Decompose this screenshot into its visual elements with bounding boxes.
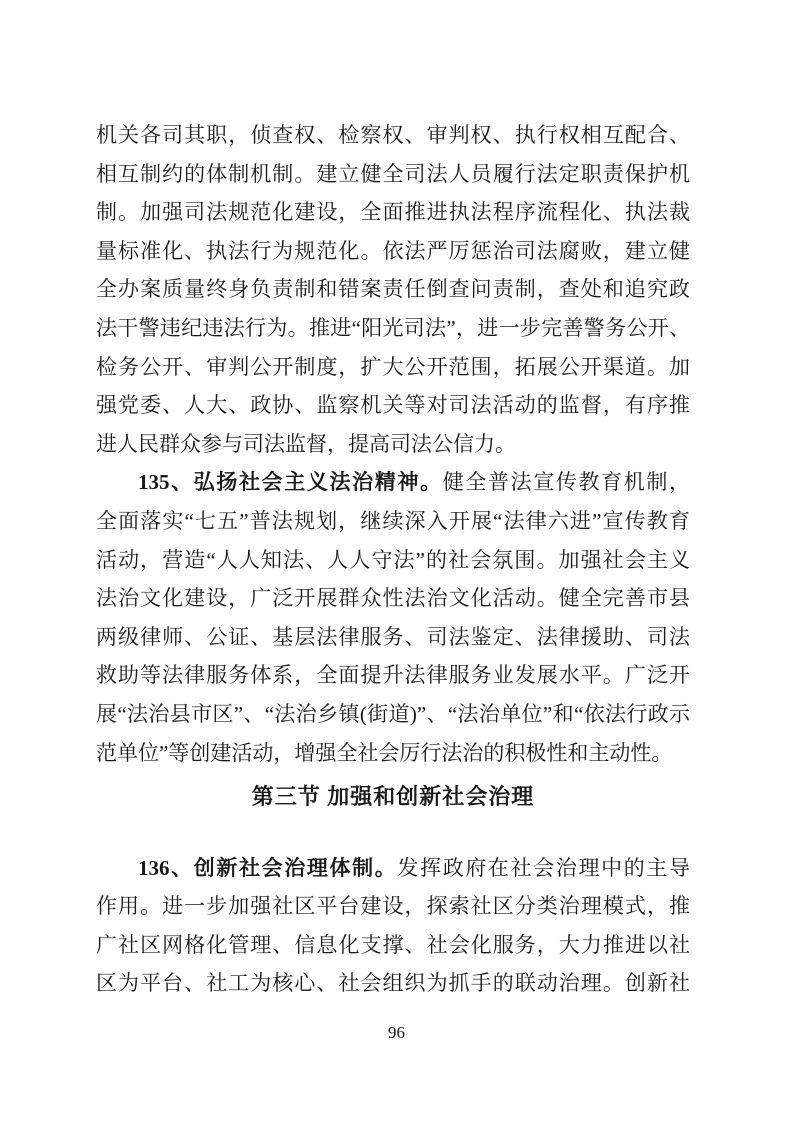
- text-line: [96, 849, 690, 888]
- text-line: 量标准化、执法行为规范化。依法严厉惩治司法腐败，建立健: [96, 238, 690, 263]
- text-line: 进人民群众参与司法监督，提高司法公信力。: [96, 431, 516, 456]
- text-line: 机关各司其职，侦查权、检察权、审判权、执行权相互配合、: [96, 123, 690, 147]
- text-line: 法干警违纪违法行为。推进“阳光司法”，进一步完善警务公开、: [96, 315, 690, 340]
- text-line: 救助等法律服务体系，全面提升法律服务业发展水平。广泛开: [96, 663, 690, 688]
- text-line: 区为平台、社工为核心、社会组织为抓手的联动治理。创新社: [96, 971, 690, 996]
- text-line: 检务公开、审判公开制度，扩大公开范围，拓展公开渠道。加: [96, 354, 690, 379]
- text-line: 展“法治县市区”、“法治乡镇(街道)”、“法治单位”和“依法行政示: [96, 701, 690, 726]
- text-line: 法治文化建设，广泛开展群众性法治文化活动。健全完善市县: [96, 586, 690, 611]
- text-line: [96, 463, 690, 502]
- text-line: 范单位”等创建活动，增强全社会厉行法治的积极性和主动性。: [96, 740, 673, 765]
- text-run: 健全普法宣传教育机制，: [442, 470, 691, 495]
- text-line: 广社区网格化管理、信息化支撑、社会化服务，大力推进以社: [96, 932, 690, 957]
- text-line: 强党委、人大、政协、监察机关等对司法活动的监督，有序推: [96, 393, 690, 418]
- text-line: 制。加强司法规范化建设，全面推进执法程序流程化、执法裁: [96, 200, 690, 225]
- page-body: [96, 116, 690, 1003]
- text-line: 相互制约的体制机制。建立健全司法人员履行法定职责保护机: [96, 161, 690, 186]
- section-heading: 第三节 加强和创新社会治理: [251, 784, 535, 810]
- item-136-title: 136、创新社会治理体制。: [138, 855, 398, 880]
- page-number: 96: [388, 1023, 405, 1042]
- text-line: 两级律师、公证、基层法律服务、司法鉴定、法律援助、司法: [96, 624, 690, 649]
- text-line: 全面落实“七五”普法规划，继续深入开展“法律六进”宣传教育: [96, 508, 690, 533]
- text-line: 作用。进一步加强社区平台建设，探索社区分类治理模式，推: [96, 894, 690, 919]
- item-135-title: 135、弘扬社会主义法治精神。: [138, 470, 443, 495]
- text-run: 发挥政府在社会治理中的主导: [397, 855, 691, 880]
- text-line: 全办案质量终身负责制和错案责任倒查问责制，查处和追究政: [96, 277, 690, 302]
- text-line: 活动，营造“人人知法、人人守法”的社会氛围。加强社会主义: [96, 547, 690, 572]
